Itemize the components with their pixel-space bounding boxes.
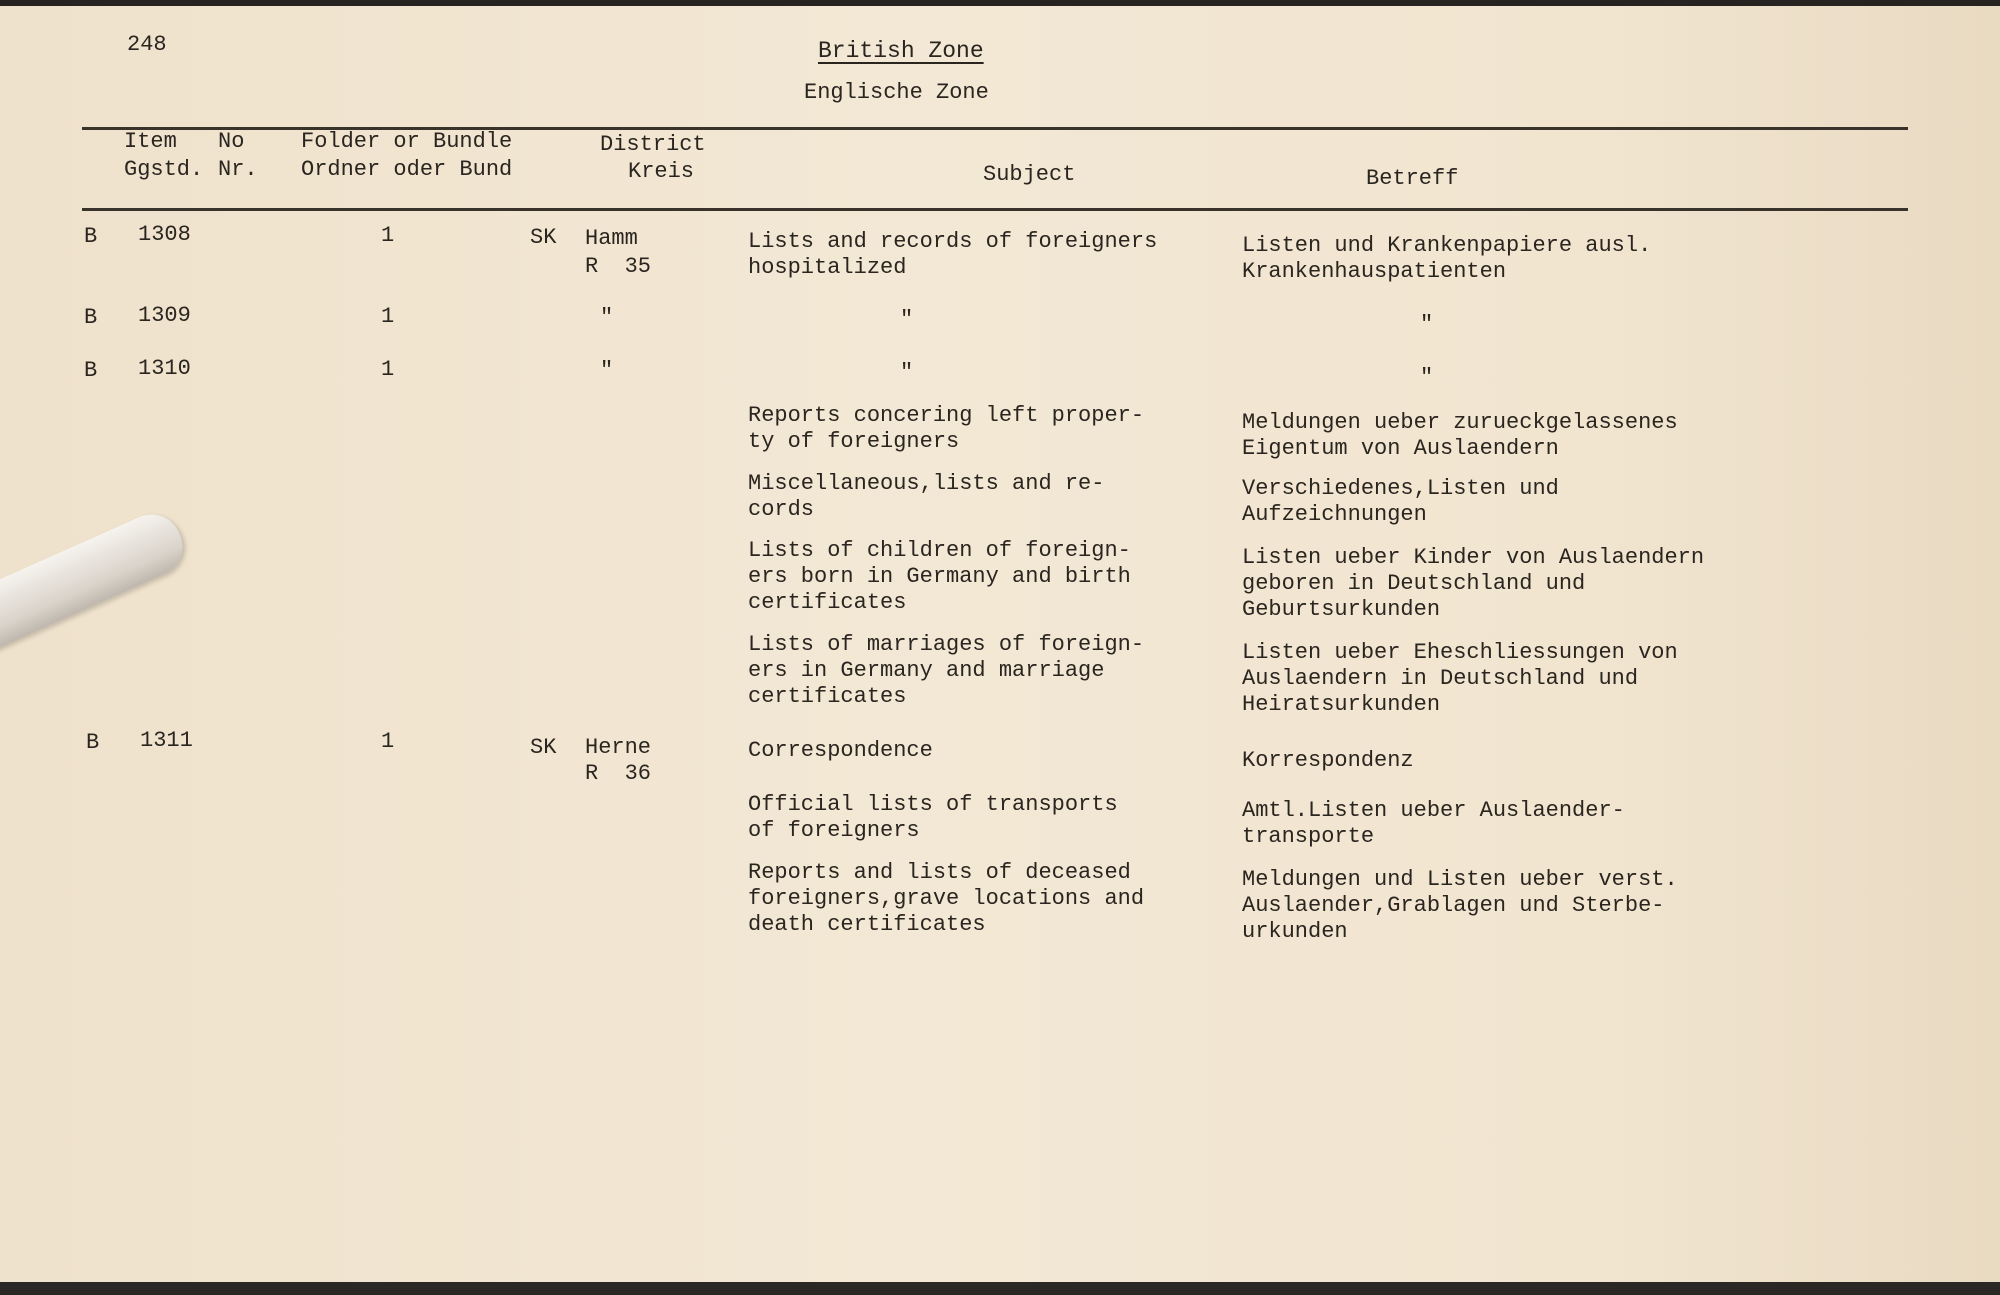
header-folder-en: Folder or Bundle (301, 129, 513, 154)
entry-left-property-betreff: Meldungen ueber zurueckgelassenes Eigentum von Auslaendern (1242, 410, 1678, 461)
entry-misc-subject: Miscellaneous,lists and re- cords (748, 471, 1105, 522)
row-1311-district-prefix: SK (530, 735, 557, 760)
header-subject: Subject (983, 162, 1076, 187)
row-1311-subject: Correspondence (748, 738, 933, 763)
row-1308-folder: 1 (381, 223, 395, 248)
entry-deceased-betreff: Meldungen und Listen ueber verst. Auslaender,Grablagen und Sterbe- urkunden (1242, 867, 1678, 944)
header-item-en: Item (124, 129, 177, 154)
header-item-de: Ggstd. (124, 157, 204, 182)
paper-strip-bookmark (0, 505, 192, 659)
page-subtitle: Englische Zone (804, 80, 989, 105)
page-number: 248 (127, 32, 167, 57)
header-district-de: Kreis (628, 159, 695, 184)
row-1308-district-prefix: SK (530, 225, 557, 250)
row-1311-district: Herne (585, 735, 652, 760)
row-1310-item: B (84, 358, 98, 383)
row-1311-no: 1311 (140, 728, 193, 753)
row-1309-betreff: " (1420, 312, 1434, 337)
bottom-edge (0, 1282, 2000, 1295)
top-edge (0, 0, 2000, 6)
entry-marriages-subject: Lists of marriages of foreign- ers in Germany and marriage certificates (748, 632, 1145, 709)
entry-transports-subject: Official lists of transports of foreigners (748, 792, 1118, 843)
header-no-de: Nr. (218, 157, 258, 182)
header-district-en: District (600, 132, 706, 157)
entry-misc-betreff: Verschiedenes,Listen und Aufzeichnungen (1242, 476, 1559, 527)
row-1309-folder: 1 (381, 304, 395, 329)
row-1308-district-ref: R 35 (585, 254, 652, 279)
row-1310-betreff: " (1420, 365, 1434, 390)
row-1310-no: 1310 (138, 356, 191, 381)
row-1311-betreff: Korrespondenz (1242, 748, 1414, 773)
row-1309-item: B (84, 305, 98, 330)
header-folder-de: Ordner oder Bund (301, 157, 513, 182)
row-1309-district: " (600, 305, 614, 330)
row-1310-district: " (600, 358, 614, 383)
row-1308-item: B (84, 224, 98, 249)
row-1308-no: 1308 (138, 222, 191, 247)
row-1308-betreff: Listen und Krankenpapiere ausl. Krankenhauspatienten (1242, 233, 1652, 284)
header-betreff: Betreff (1366, 166, 1459, 191)
entry-left-property-subject: Reports concering left proper- ty of foreigners (748, 403, 1145, 454)
row-1309-subject: " (900, 307, 914, 332)
row-1311-item: B (86, 730, 100, 755)
row-1310-subject: " (900, 360, 914, 385)
row-1308-district: Hamm (585, 226, 638, 251)
header-no-en: No (218, 129, 245, 154)
row-1311-folder: 1 (381, 729, 395, 754)
page-title: British Zone (818, 38, 984, 64)
entry-deceased-subject: Reports and lists of deceased foreigners,grave locations and death certificates (748, 860, 1145, 937)
row-1310-folder: 1 (381, 357, 395, 382)
row-1311-district-ref: R 36 (585, 761, 652, 786)
entry-children-subject: Lists of children of foreign- ers born in Germany and birth certificates (748, 538, 1131, 615)
header-bottom-rule (82, 208, 1908, 211)
row-1309-no: 1309 (138, 303, 191, 328)
entry-children-betreff: Listen ueber Kinder von Auslaendern geboren in Deutschland und Geburtsurkunden (1242, 545, 1705, 622)
row-1308-subject: Lists and records of foreigners hospitalized (748, 229, 1158, 280)
entry-transports-betreff: Amtl.Listen ueber Auslaender- transporte (1242, 798, 1625, 849)
entry-marriages-betreff: Listen ueber Eheschliessungen von Auslaendern in Deutschland und Heiratsurkunden (1242, 640, 1678, 717)
